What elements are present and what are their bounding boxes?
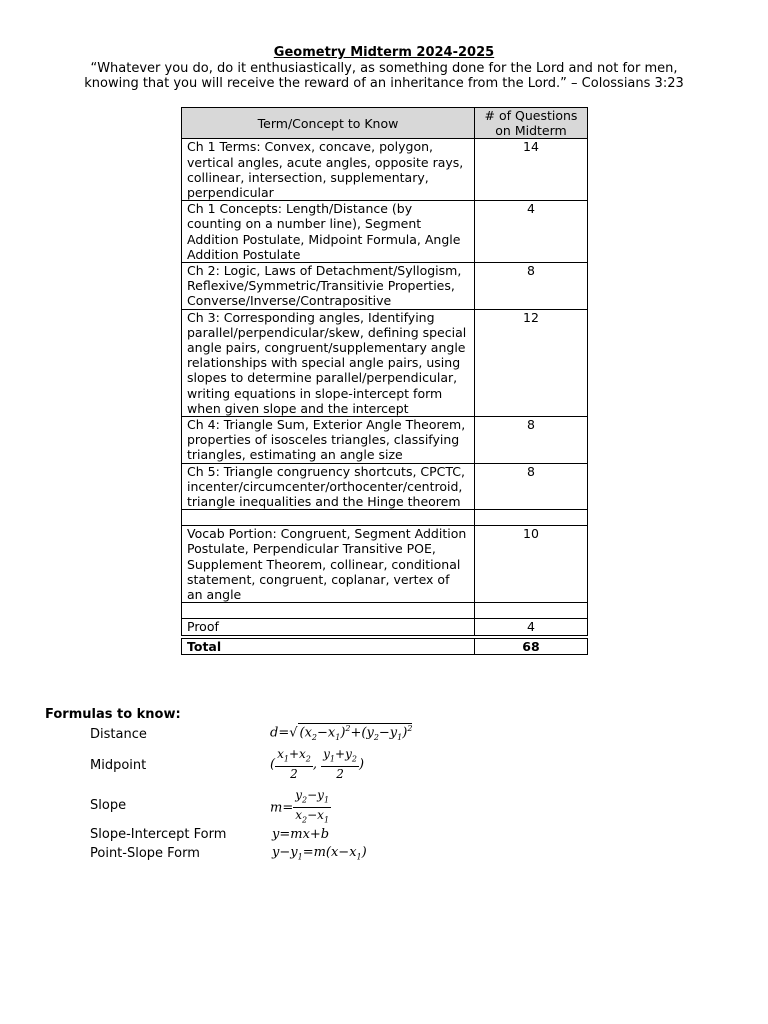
table-row-blank	[182, 603, 588, 619]
row-count: 8	[475, 417, 588, 464]
row-count: 8	[475, 263, 588, 310]
total-label: Total	[182, 637, 475, 655]
row-count: 12	[475, 309, 588, 416]
row-term: Ch 3: Corresponding angles, Identifying parallel/perpendicular/skew, defining special angle pairs, congruent/supplementary angle relationships with special angle pairs, using slopes to determine parallel/perpendicular, writing equations in slope-intercept form when given slope and the intercept	[182, 309, 475, 416]
row-count: 4	[475, 619, 588, 637]
slope-intercept-formula: y=mx+b	[272, 827, 330, 842]
quote-line-2: knowing that you will receive the reward of an inheritance from the Lord.” – Colossians 3:23	[84, 76, 684, 91]
point-slope-formula: $y-y_1=m(x-x_1)$	[272, 845, 367, 862]
page-title: Geometry Midterm 2024-2025	[273, 45, 495, 60]
row-term	[182, 510, 475, 526]
row-term: Proof	[182, 619, 475, 637]
table-row	[182, 201, 588, 263]
row-term	[182, 603, 475, 619]
slope-formula: m= $\frac{y_2-y_1}{x_2-x_1}$	[270, 788, 330, 825]
row-term: Vocab Portion: Congruent, Segment Addition Postulate, Perpendicular Transitive POE, Supplement Theorem, collinear, conditional statement, congruent, coplanar, vertex of an angle	[182, 526, 475, 603]
table-row	[182, 417, 588, 464]
midterm-table	[181, 107, 588, 655]
distance-label: Distance	[90, 727, 147, 742]
row-term: Ch 5: Triangle congruency shortcuts, CPCTC, incenter/circumcenter/orthocenter/centroid, triangle inequalities and the Hinge theorem	[182, 463, 475, 510]
row-term: Ch 1 Terms: Convex, concave, polygon, vertical angles, acute angles, opposite rays, collinear, intersection, supplementary, perpendicular	[182, 139, 475, 201]
row-count: 8	[475, 463, 588, 510]
row-term: Ch 2: Logic, Laws of Detachment/Syllogism, Reflexive/Symmetric/Transitivie Properties, Converse/Inverse/Contrapositive	[182, 263, 475, 310]
table-total-row	[182, 637, 588, 655]
row-count: 14	[475, 139, 588, 201]
total-value: 68	[475, 637, 588, 655]
header-term: Term/Concept to Know	[182, 108, 475, 139]
row-count: 10	[475, 526, 588, 603]
midpoint-label: Midpoint	[90, 758, 147, 773]
table-row	[182, 263, 588, 310]
header-count	[475, 108, 588, 139]
table-row-blank	[182, 510, 588, 526]
header-count-line-2: on Midterm	[495, 123, 567, 139]
table-row	[182, 309, 588, 416]
table-row	[182, 139, 588, 201]
header-count-line-1: # of Questions	[484, 108, 578, 123]
slope-intercept-label: Slope-Intercept Form	[90, 827, 227, 842]
table-row	[182, 463, 588, 510]
table-row	[182, 526, 588, 603]
slope-label: Slope	[90, 798, 127, 813]
table-header-row	[182, 108, 588, 139]
row-count	[475, 603, 588, 619]
row-term: Ch 1 Concepts: Length/Distance (by counting on a number line), Segment Addition Postulate, Midpoint Formula, Angle Addition Postulate	[182, 201, 475, 263]
row-term: Ch 4: Triangle Sum, Exterior Angle Theorem, properties of isosceles triangles, classifying triangles, estimating an angle size	[182, 417, 475, 464]
bible-quote	[80, 61, 688, 91]
quote-line-1: “Whatever you do, do it enthusiastically, as something done for the Lord and not for men,	[90, 61, 678, 76]
formulas-title: Formulas to know:	[45, 707, 181, 722]
midpoint-formula: ( $\frac{x_1+x_2}{2}$ , $\frac{y_1+y_2}{2}$ )	[270, 747, 365, 782]
table-row	[182, 619, 588, 637]
row-count: 4	[475, 201, 588, 263]
point-slope-label: Point-Slope Form	[90, 846, 200, 861]
row-count	[475, 510, 588, 526]
distance-formula: d=√ $(x_2-x_1)^2+(y_2-y_1)^2$	[270, 724, 413, 742]
